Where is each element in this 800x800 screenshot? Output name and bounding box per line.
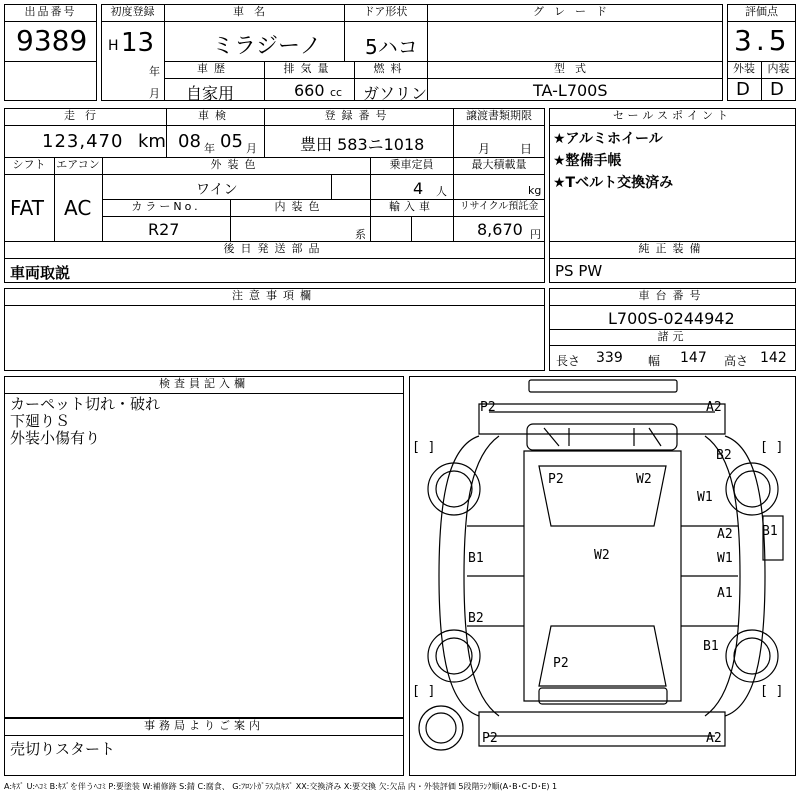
chassis-number: L700S-0244942 — [608, 309, 735, 328]
damage-mark-p2-front-left: P2 — [480, 400, 496, 415]
car-name: ミラジーノ — [212, 34, 322, 59]
genuine-equipment-value: PS PW — [555, 262, 603, 280]
sales-point-2: ★整備手帳 — [553, 153, 622, 169]
capacity-unit: 人 — [436, 185, 447, 198]
history-label: 車歴 — [197, 62, 231, 75]
genuine-equipment-label: 純正装備 — [638, 242, 707, 255]
damage-mark-b2-right-fender: B2 — [716, 448, 732, 463]
inspector-line-1: カーペット切れ・破れ — [10, 395, 161, 413]
transfer-month: 月 — [478, 142, 491, 156]
length-label: 長さ — [556, 354, 581, 368]
model-label: 型式 — [554, 62, 596, 75]
displacement-unit: cc — [330, 86, 343, 99]
fuel-label: 燃料 — [373, 62, 408, 75]
color-label: 外装色 — [210, 158, 262, 171]
interior-label: 内装 — [767, 62, 790, 75]
capacity-label: 乗車定員 — [389, 158, 434, 171]
damage-mark-b1-left-door: B1 — [468, 551, 484, 566]
car-diagram-drawing — [409, 376, 796, 776]
inspection-label: 車検 — [198, 109, 232, 122]
office-text: 売切りスタート — [10, 740, 116, 758]
capacity-value: 4 — [413, 179, 424, 198]
damage-legend: A:ｷｽﾞ U:ﾍｺﾐ B:ｷｽﾞを伴うﾍｺﾐ P:要塗装 W:補修跡 S:錆 C:腐食、 G:ﾌﾛﾝﾄｶﾞﾗｽ点ｷｽﾞ XX:交換済み X:要交換 欠:欠品 内・外装評価 5段階ﾗﾝｸ順(A･B･C･D･E) 1 — [4, 782, 558, 791]
fuel-value: ガソリン — [363, 84, 428, 103]
inspection-month-unit: 月 — [246, 142, 257, 155]
bracket-left-bottom: [ ] — [412, 684, 436, 699]
plate-label: 登録番号 — [324, 109, 393, 122]
lot-number: 9389 — [16, 24, 88, 57]
damage-mark-w2-roof: W2 — [594, 548, 610, 563]
vehicle-detail-box — [4, 108, 545, 242]
first-reg-label: 初度登録 — [110, 5, 155, 18]
history-value: 自家用 — [186, 84, 235, 103]
load-label: 最大積載量 — [471, 158, 527, 171]
mileage-unit: km — [138, 131, 166, 152]
mileage-label: 走行 — [64, 109, 106, 122]
color-value: ワイン — [196, 182, 238, 198]
height-label: 高さ — [724, 354, 749, 368]
sales-points-label: セールスポイント — [612, 109, 732, 122]
height-value: 142 — [760, 350, 787, 366]
recycle-value: 8,670 — [477, 220, 523, 239]
recycle-label: リサイクル預託金 — [459, 201, 539, 212]
damage-mark-b1-right-side: B1 — [762, 524, 778, 539]
door-label: ドア形状 — [363, 5, 408, 18]
later-parts-label: 後日発送部品 — [223, 242, 326, 255]
door-shape: 5ハコ — [365, 35, 418, 59]
inspection-month: 05 — [220, 131, 243, 152]
damage-mark-a2-rear-right: A2 — [706, 731, 722, 746]
displacement-label: 排気量 — [283, 62, 335, 75]
damage-mark-w1-right-front: W1 — [697, 490, 713, 505]
grade-label: グレード — [533, 5, 617, 18]
color-no-label: カラーNo. — [131, 200, 201, 213]
score-label: 評価点 — [745, 5, 778, 18]
inspector-line-2: 下廻りＳ — [10, 412, 71, 430]
damage-mark-w2-hood: W2 — [636, 472, 652, 487]
width-label: 幅 — [648, 354, 661, 368]
import-label: 輸入車 — [389, 200, 434, 213]
damage-mark-p2-rear-center: P2 — [553, 656, 569, 671]
chassis-label: 車台番号 — [638, 289, 707, 302]
ac-label: エアコン — [56, 158, 100, 171]
model-value: TA-L700S — [533, 81, 608, 100]
displacement-value: 660 — [294, 81, 325, 100]
sales-point-3: ★Tベルト交換済み — [553, 175, 674, 191]
inspection-year: 08 — [178, 131, 201, 152]
inspector-line-3: 外装小傷有り — [10, 429, 101, 447]
sales-point-1: ★アルミホイール — [553, 131, 663, 147]
transfer-label: 譲渡書類期限 — [466, 109, 532, 122]
int-color-unit: 系 — [355, 228, 366, 241]
spec-label: 諸元 — [657, 330, 688, 343]
interior-grade: D — [770, 79, 784, 100]
plate-number: 豊田 583ニ1018 — [300, 135, 425, 154]
month-unit: 月 — [149, 87, 160, 100]
damage-mark-p2-rear-left: P2 — [482, 731, 498, 746]
mileage-value: 123,470 — [42, 131, 124, 152]
year-unit: 年 — [149, 65, 160, 78]
recycle-unit: 円 — [530, 228, 541, 241]
inspector-label: 検査員記入欄 — [159, 377, 249, 390]
bracket-right-top: [ ] — [760, 440, 784, 455]
inspection-year-unit: 年 — [204, 142, 215, 155]
damage-mark-b1-right-quarter: B1 — [703, 639, 719, 654]
ac-value: AC — [64, 196, 92, 220]
int-color-label: 内装色 — [274, 200, 326, 213]
damage-mark-a2-front-right: A2 — [706, 400, 722, 415]
shift-label: シフト — [12, 158, 46, 171]
exterior-grade: D — [736, 79, 750, 100]
office-label: 事務局よりご案内 — [144, 719, 264, 732]
exterior-label: 外装 — [733, 62, 755, 75]
damage-mark-b2-left-rear: B2 — [468, 611, 484, 626]
damage-mark-w1-right-door: W1 — [717, 551, 733, 566]
length-value: 339 — [596, 350, 623, 366]
load-unit: kg — [528, 184, 542, 197]
bracket-right-bottom: [ ] — [760, 684, 784, 699]
later-parts-value: 車両取説 — [10, 264, 71, 282]
notes-label: 注意事項欄 — [232, 289, 317, 302]
lot-label: 出品番号 — [24, 5, 77, 18]
first-reg-year: 13 — [121, 28, 155, 58]
damage-mark-a2-right-door: A2 — [717, 527, 733, 542]
car-name-label: 車名 — [233, 5, 275, 18]
score-value: 3.5 — [734, 24, 791, 57]
color-no-value: R27 — [148, 220, 180, 239]
damage-mark-p2-hood: P2 — [548, 472, 564, 487]
era: H — [108, 38, 119, 54]
bracket-left-top: [ ] — [412, 440, 436, 455]
shift-value: FAT — [10, 196, 45, 220]
transfer-day: 日 — [520, 142, 533, 156]
damage-mark-a1-right-rear: A1 — [717, 586, 733, 601]
width-value: 147 — [680, 350, 707, 366]
